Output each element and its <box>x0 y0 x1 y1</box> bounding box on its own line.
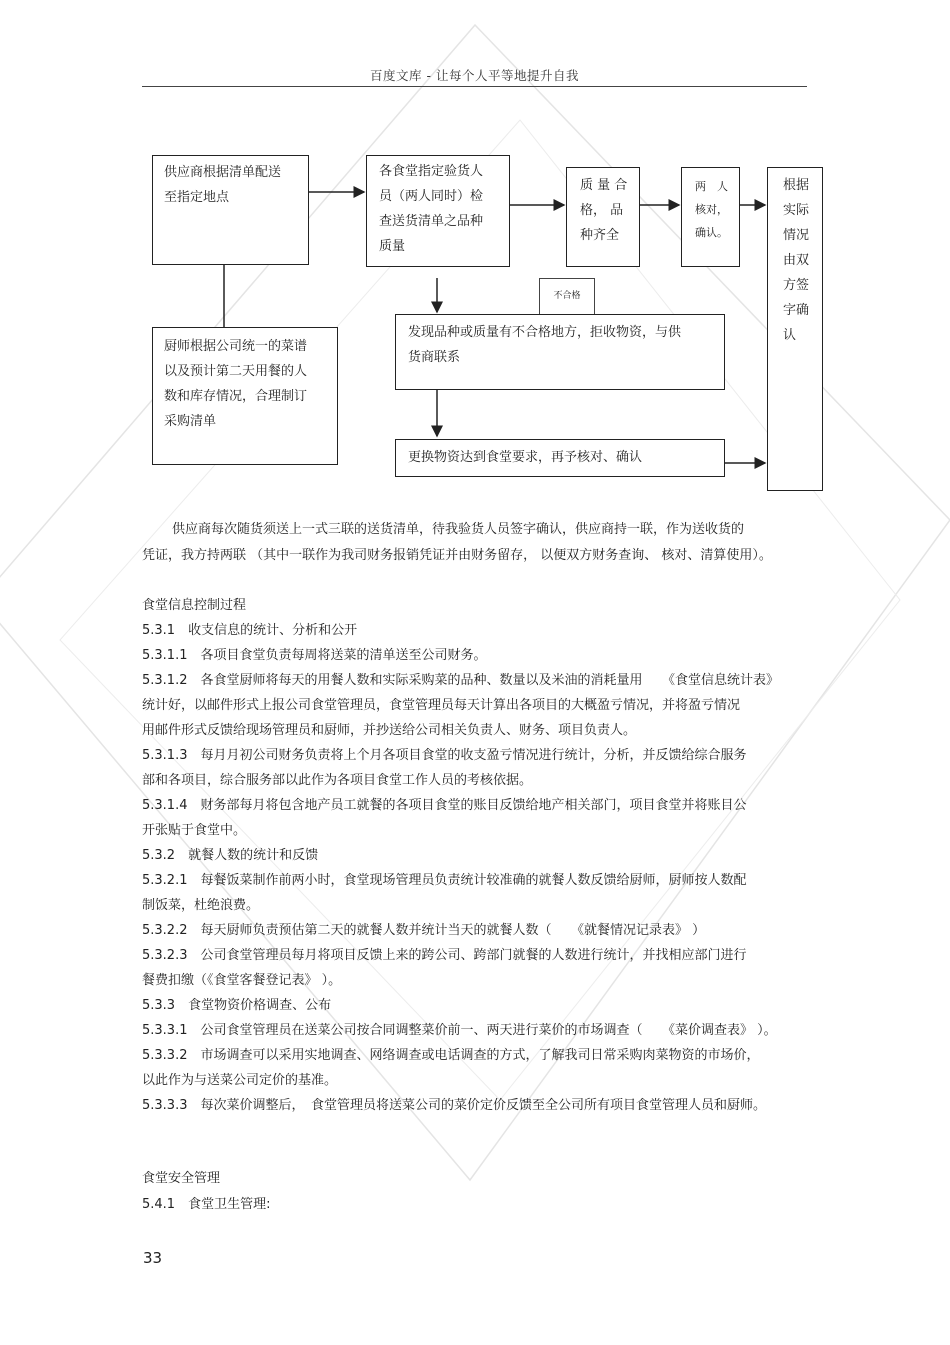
paragraph-line: 5.3.3.2 市场调查可以采用实地调查、网络调查或电话调查的方式，了解我司日常采购肉菜物资的市场价， <box>142 1048 760 1063</box>
two-person-confirm-box: 两 人 核对， 确认。 <box>681 167 740 267</box>
paragraph-line: 部和各项目，综合服务部以此作为各项目食堂工作人员的考核依据。 <box>142 773 533 788</box>
paragraph-line: 5.3.3 食堂物资价格调查、公布 <box>142 998 332 1013</box>
supplier-delivery-box: 供应商根据清单配送 至指定地点 <box>152 155 309 265</box>
paragraph-line: 供应商每次随货须送上一式三联的送货清单，待我验货人员签字确认，供应商持一联，作为送收货的 <box>172 522 745 537</box>
paragraph-line: 5.3.2.2 每天厨师负责预估第二天的就餐人数并统计当天的就餐人数（ 《就餐情况记录表》 ） <box>142 923 706 938</box>
paragraph-line: 5.3.1 收支信息的统计、分析和公开 <box>142 623 358 638</box>
replace-goods-box: 更换物资达到食堂要求，再予核对、确认 <box>395 439 725 477</box>
paragraph-line: 5.3.2.1 每餐饭菜制作前两小时，食堂现场管理员负责统计较准确的就餐人数反馈给厨师，厨师按人数配 <box>142 873 747 888</box>
page-header: 百度文库 - 让每个人平等地提升自我 <box>370 68 579 83</box>
paragraph-line: 统计好，以邮件形式上报公司食堂管理员，食堂管理员每天计算出各项目的大概盈亏情况，并将盈亏情况 <box>142 698 741 713</box>
section-title: 食堂信息控制过程 <box>142 598 247 613</box>
paragraph-line: 以此作为与送菜公司定价的基准。 <box>142 1073 338 1088</box>
unqualified-tag: 不合格 <box>539 278 595 315</box>
paragraph-line: 5.3.3.3 每次菜价调整后， 食堂管理员将送菜公司的菜价定价反馈至全公司所有项目食堂管理人员和厨师。 <box>142 1098 766 1113</box>
paragraph-line: 5.3.2.3 公司食堂管理员每月将项目反馈上来的跨公司、跨部门就餐的人数进行统计，并找相应部门进行 <box>142 948 747 963</box>
paragraph-line: 5.4.1 食堂卫生管理: <box>142 1197 271 1212</box>
paragraph-line: 5.3.1.4 财务部每月将包含地产员工就餐的各项目食堂的账目反馈给地产相关部门，项目食堂并将账目公 <box>142 798 747 813</box>
paragraph-line: 5.3.1.1 各项目食堂负责每周将送菜的清单送至公司财务。 <box>142 648 487 663</box>
section-title: 食堂安全管理 <box>142 1171 221 1186</box>
chef-purchase-list-box: 厨师根据公司统一的菜谱 以及预计第二天用餐的人 数和库存情况，合理制订 采购清单 <box>152 327 338 465</box>
paragraph-line: 5.3.1.3 每月月初公司财务负责将上个月各项目食堂的收支盈亏情况进行统计，分析，并反馈给综合服务 <box>142 748 747 763</box>
page-number: 33 <box>143 1249 163 1267</box>
paragraph-line: 制饭菜，杜绝浪费。 <box>142 898 260 913</box>
paragraph-line: 餐费扣缴（《食堂客餐登记表》 ）。 <box>142 973 342 988</box>
paragraph-line: 5.3.1.2 各食堂厨师将每天的用餐人数和实际采购菜的品种、数量以及米油的消耗量用 《食堂信息统计表》 <box>142 673 779 688</box>
reject-goods-box: 发现品种或质量有不合格地方，拒收物资，与供 货商联系 <box>395 314 725 390</box>
inspection-box: 各食堂指定验货人 员（两人同时）检 查送货清单之品种 质量 <box>366 155 510 267</box>
sign-confirm-box: 根据 实际 情况 由双 方签 字确 认 <box>767 167 823 491</box>
paragraph-line: 5.3.3.1 公司食堂管理员在送菜公司按合同调整菜价前一、两天进行菜价的市场调查（ 《菜价调查表》 ）。 <box>142 1023 777 1038</box>
paragraph-line: 凭证，我方持两联 （其中一联作为我司财务报销凭证并由财务留存， 以便双方财务查询、 核对、清算使用）。 <box>142 548 772 563</box>
quality-qualified-box: 质 量 合 格， 品 种齐全 <box>566 167 640 267</box>
paragraph-line: 5.3.2 就餐人数的统计和反馈 <box>142 848 319 863</box>
paragraph-line: 用邮件形式反馈给现场管理员和厨师，并抄送给公司相关负责人、财务、项目负责人。 <box>142 723 637 738</box>
paragraph-line: 开张贴于食堂中。 <box>142 823 247 838</box>
